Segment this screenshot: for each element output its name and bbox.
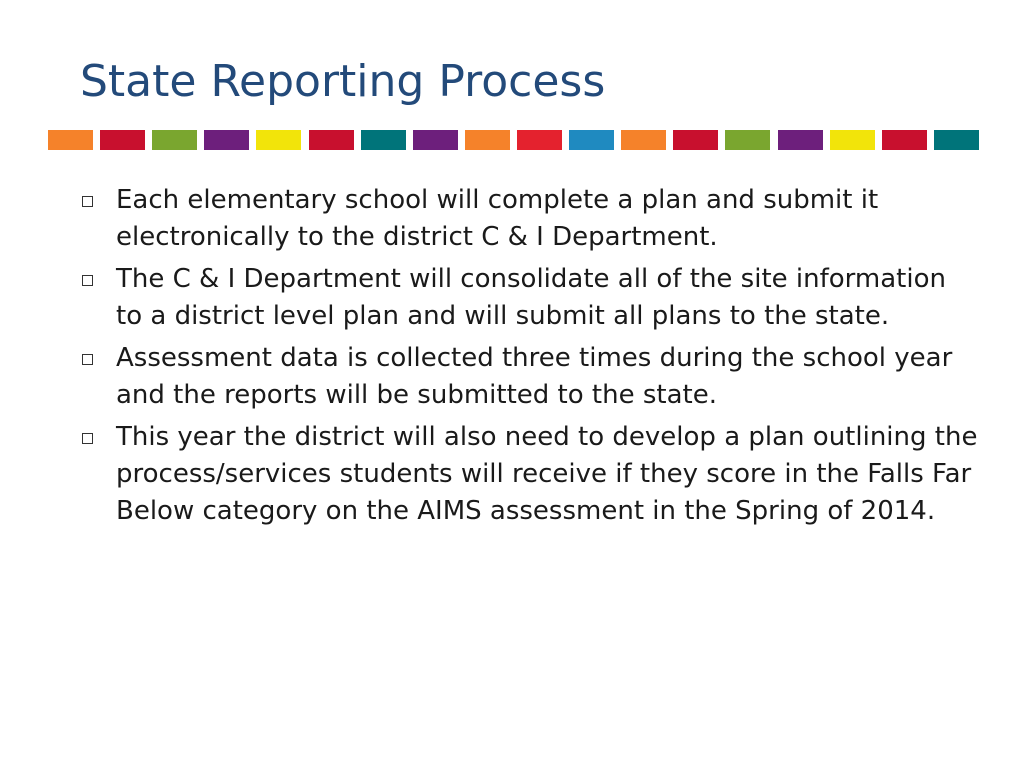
bullet-text: The C & I Department will consolidate all of the site information to a district level plan and will submit all plans to the state. [116,264,946,331]
hollow-square-bullet-icon [82,275,93,286]
bullet-item [80,340,980,414]
color-strip-divider [48,130,979,150]
color-segment [465,130,510,150]
color-segment [413,130,458,150]
color-segment [309,130,354,150]
bullet-item [80,261,980,335]
bullet-text: Assessment data is collected three times during the school year and the reports will be submitted to the state. [116,343,953,410]
color-segment [569,130,614,150]
color-segment [934,130,979,150]
color-segment [725,130,770,150]
hollow-square-bullet-icon [82,433,93,444]
color-segment [48,130,93,150]
color-segment [673,130,718,150]
color-segment [100,130,145,150]
hollow-square-bullet-icon [82,196,93,207]
color-segment [517,130,562,150]
color-segment [152,130,197,150]
color-segment [882,130,927,150]
color-segment [778,130,823,150]
bullet-text: This year the district will also need to develop a plan outlining the process/services students will receive if they score in the Falls Far Below category on the AIMS assessment in the Spring of 2014. [116,422,978,526]
color-segment [621,130,666,150]
bullet-item [80,182,980,256]
color-segment [256,130,301,150]
color-segment [361,130,406,150]
bullet-item [80,419,980,530]
bullet-list [80,182,980,535]
hollow-square-bullet-icon [82,354,93,365]
slide-title: State Reporting Process [80,56,606,107]
bullet-text: Each elementary school will complete a plan and submit it electronically to the district C & I Department. [116,185,879,252]
color-segment [204,130,249,150]
color-segment [830,130,875,150]
